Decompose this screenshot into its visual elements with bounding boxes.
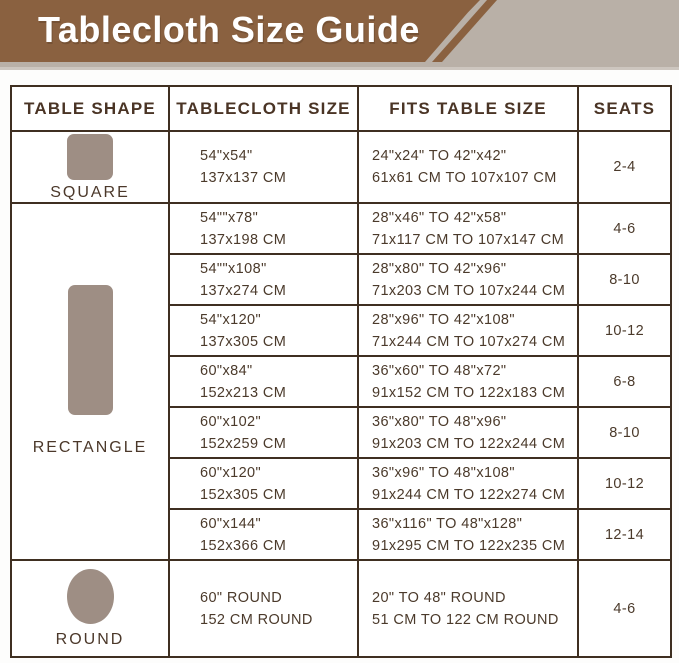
fits-size-cell: [358, 509, 578, 560]
fits-size-cell: [358, 560, 578, 657]
cloth-size-cell: [169, 131, 358, 203]
cloth-size-cell: [169, 356, 358, 407]
cloth-size-cm: 137x305 CM: [200, 333, 287, 350]
seats-cell: [578, 509, 671, 560]
fits-size-inches: 24"x24" TO 42"x42": [372, 148, 507, 164]
fits-size-cell: [358, 356, 578, 407]
cloth-size-inches: 54"x120": [200, 311, 262, 328]
page-title: Tablecloth Size Guide: [38, 9, 420, 50]
seats-cell: [578, 254, 671, 305]
fits-size-cm: 91x203 CM TO 122x244 CM: [372, 435, 566, 452]
header-seats: SEATS: [578, 86, 671, 131]
shape-cell-rectangle: [11, 203, 169, 560]
fits-size-cell: [358, 407, 578, 458]
cloth-size-cell: [169, 254, 358, 305]
fits-size-inches: 36"x80" TO 48"x96": [372, 413, 507, 430]
seats-value: 6-8: [613, 373, 636, 390]
seats-cell: [578, 458, 671, 509]
shape-label-rectangle: RECTANGLE: [32, 438, 148, 456]
fits-size-cm: 71x244 CM TO 107x274 CM: [372, 333, 566, 350]
table-row: [11, 560, 671, 657]
fits-size-cell: [358, 254, 578, 305]
fits-size-inches: 36"x60" TO 48"x72": [372, 362, 507, 379]
cloth-size-inches: 54""x108": [200, 260, 267, 277]
square-shape-icon: [67, 134, 113, 180]
cloth-size-inches: 60"x84": [200, 362, 253, 379]
cloth-size-inches: 60"x102": [200, 413, 262, 430]
cloth-size-cm: 152x305 CM: [200, 486, 287, 503]
cloth-size-cm: 152 CM ROUND: [200, 611, 313, 628]
seats-cell: [578, 356, 671, 407]
fits-size-cell: [358, 203, 578, 254]
cloth-size-cm: 152x213 CM: [200, 384, 287, 401]
fits-size-cm: 71x117 CM TO 107x147 CM: [372, 231, 565, 248]
fits-size-inches: 28"x80" TO 42"x96": [372, 260, 507, 277]
cloth-size-cm: 137x274 CM: [200, 282, 287, 299]
seats-value: 4-6: [613, 600, 636, 617]
shape-label-round: ROUND: [55, 630, 125, 648]
seats-value: 10-12: [604, 322, 645, 339]
seats-cell: [578, 407, 671, 458]
fits-size-cm: 51 CM TO 122 CM ROUND: [372, 611, 559, 628]
shape-cell-square: [11, 131, 169, 203]
rectangle-shape-icon: [68, 285, 113, 415]
round-shape-icon: [67, 569, 114, 624]
round-shape-group: [12, 569, 168, 649]
seats-cell: [578, 203, 671, 254]
fits-size-cm: 91x152 CM TO 122x183 CM: [372, 384, 566, 401]
cloth-size-cm: 137x198 CM: [200, 231, 287, 248]
cloth-size-cell: [169, 458, 358, 509]
seats-value: 10-12: [604, 475, 645, 492]
table-header-row: [11, 86, 671, 131]
cloth-size-inches: 60"x144": [200, 515, 262, 532]
fits-size-cm: 91x244 CM TO 122x274 CM: [372, 486, 566, 503]
header-tablecloth-size: TABLECLOTH SIZE: [169, 86, 358, 131]
cloth-size-cell: [169, 560, 358, 657]
cloth-size-cm: 152x259 CM: [200, 435, 287, 452]
cloth-size-cell: [169, 305, 358, 356]
seats-cell: [578, 560, 671, 657]
shape-cell-round: [11, 560, 169, 657]
fits-size-cm: 91x295 CM TO 122x235 CM: [372, 537, 566, 554]
cloth-size-cell: [169, 509, 358, 560]
banner: [0, 0, 520, 62]
cloth-size-cm: 152x366 CM: [200, 537, 287, 554]
rectangle-shape-group: [12, 285, 168, 479]
cloth-size-cell: [169, 203, 358, 254]
seats-value: 12-14: [604, 526, 645, 543]
table-row: [11, 203, 671, 254]
fits-size-inches: 36"x116" TO 48"x128": [372, 515, 523, 532]
cloth-size-inches: 60" ROUND: [200, 589, 283, 606]
seats-value: 2-4: [613, 159, 636, 175]
fits-size-inches: 36"x96" TO 48"x108": [372, 464, 515, 481]
fits-size-cm: 61x61 CM TO 107x107 CM: [372, 170, 557, 186]
seats-value: 8-10: [609, 424, 640, 441]
fits-size-cell: [358, 458, 578, 509]
cloth-size-cm: 137x137 CM: [200, 170, 287, 186]
fits-size-cell: [358, 305, 578, 356]
size-guide-table: [10, 85, 672, 658]
cloth-size-inches: 54""x78": [200, 209, 259, 226]
shape-label-square: SQUARE: [50, 184, 130, 201]
fits-size-inches: 28"x46" TO 42"x58": [372, 209, 507, 226]
cloth-size-inches: 54"x54": [200, 148, 253, 164]
seats-cell: [578, 305, 671, 356]
fits-size-cell: [358, 131, 578, 203]
seats-cell: [578, 131, 671, 203]
cloth-size-cell: [169, 407, 358, 458]
seats-value: 8-10: [609, 271, 640, 288]
header-fits-table-size: FITS TABLE SIZE: [358, 86, 578, 131]
table-row: [11, 131, 671, 203]
fits-size-cm: 71x203 CM TO 107x244 CM: [372, 282, 566, 299]
seats-value: 4-6: [613, 220, 636, 237]
header-table-shape: TABLE SHAPE: [11, 86, 169, 131]
cloth-size-inches: 60"x120": [200, 464, 262, 481]
fits-size-inches: 28"x96" TO 42"x108": [372, 311, 515, 328]
fits-size-inches: 20" TO 48" ROUND: [372, 589, 506, 606]
